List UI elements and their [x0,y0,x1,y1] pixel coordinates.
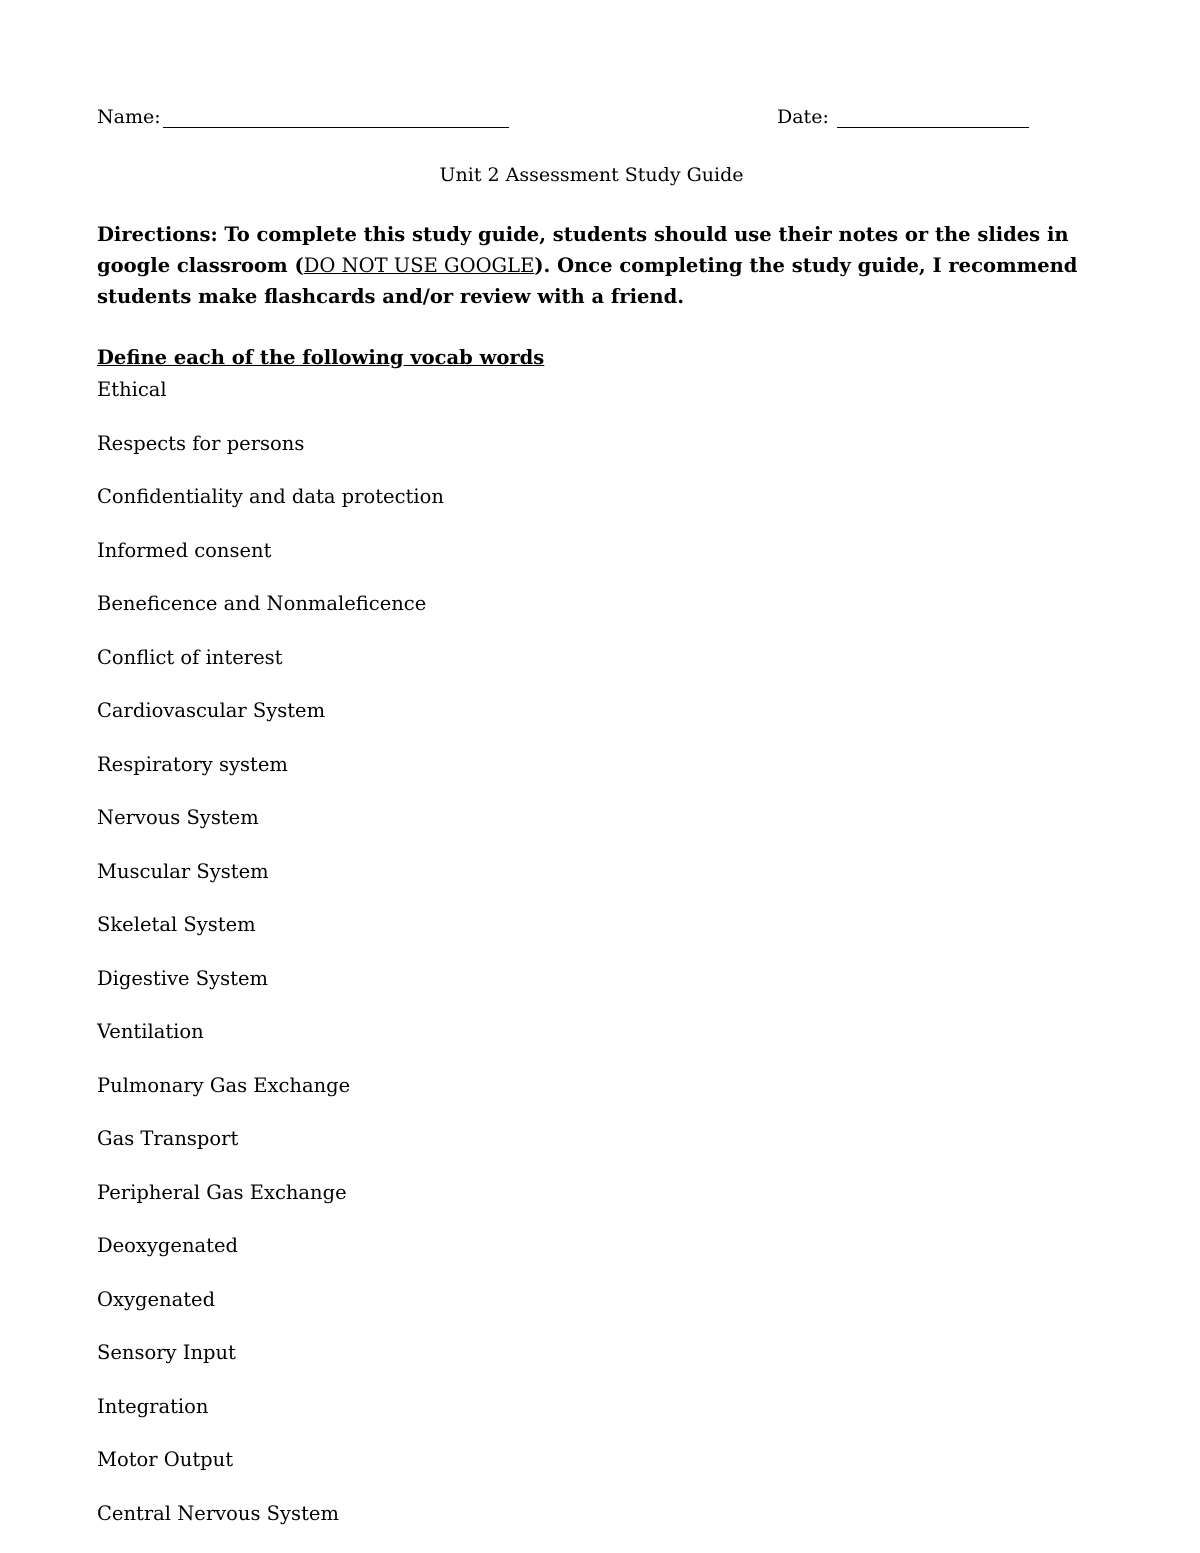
vocab-item: Pulmonary Gas Exchange [97,1073,351,1097]
vocab-item: Respects for persons [97,431,305,455]
date-label: Date: [777,106,829,128]
date-field [777,106,1029,128]
directions-text-part1: Directions: To complete this study guide, students should use their notes or the slides in google classroom ( [97,223,1069,277]
vocab-item: Central Nervous System [97,1501,339,1525]
vocab-item: Confidentiality and data protection [97,485,444,508]
name-field [97,106,509,128]
date-blank-line[interactable] [837,107,1029,128]
vocab-item: Informed consent [97,538,272,562]
name-blank-line[interactable] [163,107,509,128]
name-label: Name: [97,106,161,128]
vocab-item: Deoxygenated [97,1234,238,1257]
vocab-item: Conflict of interest [97,645,283,669]
vocab-list [97,376,444,1553]
vocab-item: Oxygenated [97,1287,216,1311]
vocab-item: Muscular System [97,859,269,883]
vocab-item: Nervous System [97,806,259,829]
vocab-item: Sensory Input [97,1341,236,1364]
directions-text-part2: ). Once completing the study guide, I recommend students make flashcards and/or review with a friend. [97,254,1078,308]
vocab-item: Skeletal System [97,913,256,936]
vocab-item: Peripheral Gas Exchange [97,1180,347,1204]
vocab-item: Cardiovascular System [97,699,326,722]
vocab-item: Respiratory system [97,752,288,776]
vocab-item: Ventilation [97,1020,204,1043]
directions-paragraph [97,219,1107,312]
vocab-item: Beneficence and Nonmaleficence [97,592,427,615]
directions-warning: DO NOT USE GOOGLE [303,254,535,277]
vocab-item: Motor Output [97,1448,234,1471]
vocab-item: Digestive System [97,966,268,990]
vocab-item: Gas Transport [97,1127,239,1150]
page-title: Unit 2 Assessment Study Guide [439,164,744,186]
header-row [97,106,1027,136]
vocab-item: Ethical [97,378,167,401]
section-heading: Define each of the following vocab words [97,346,545,369]
vocab-item: Integration [97,1394,209,1418]
